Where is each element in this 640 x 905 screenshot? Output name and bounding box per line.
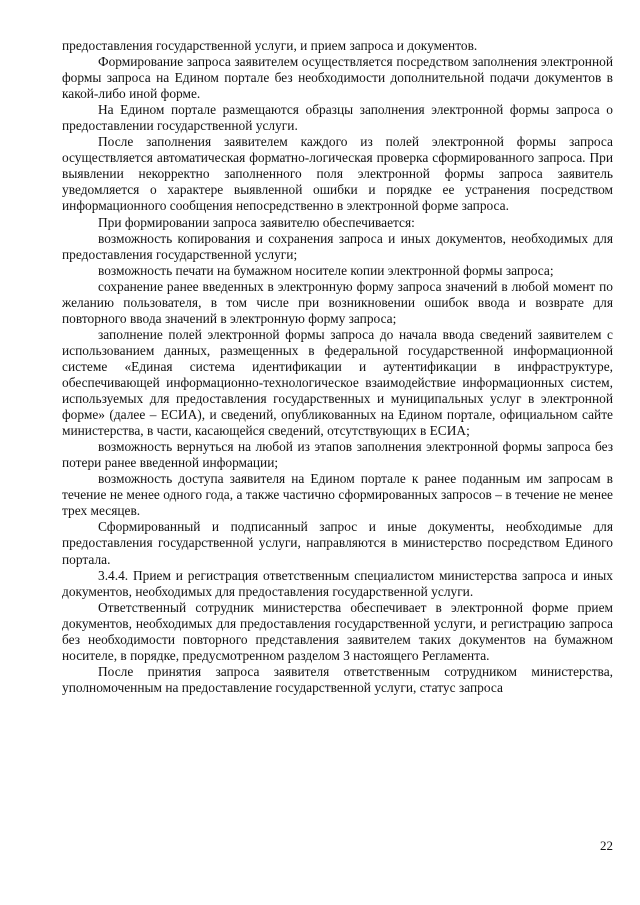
paragraph-9: заполнение полей электронной формы запроса до начала ввода сведений заявителем с использованием данных, размещенных в федеральной государственной информационной системе «Единая система идентификации и аутентификации в инфраструктуре, обеспечивающей информационно-технологическое взаимодействие информационных систем, используемых для предоставления государственных и муниципальных услуг в электронной форме» (далее – ЕСИА), и сведений, опубликованных на Едином портале, официальном сайте министерства, в части, касающейся сведений, отсутствующих в ЕСИА; (62, 326, 613, 439)
paragraph-13: 3.4.4. Прием и регистрация ответственным специалистом министерства запроса и иных документов, необходимых для предоставления государственной услуги. (62, 567, 613, 599)
paragraph-2: Формирование запроса заявителем осуществляется посредством заполнения электронной формы запроса на Едином портале без необходимости дополнительной подачи документов в какой-либо иной форме. (62, 54, 613, 102)
paragraph-1: предоставления государственной услуги, и прием запроса и документов. (62, 38, 478, 53)
paragraph-7: возможность печати на бумажном носителе копии электронной формы запроса; (98, 262, 554, 278)
paragraph-3: На Едином портале размещаются образцы заполнения электронной формы запроса о предоставлении государственной услуги. (62, 102, 613, 134)
paragraph-8: сохранение ранее введенных в электронную форму запроса значений в любой момент по желанию пользователя, в том числе при возникновении ошибок ввода и возврате для повторного ввода значений в электронную форму запроса; (62, 278, 613, 326)
paragraph-11: возможность доступа заявителя на Едином портале к ранее поданным им запросам в течение не менее одного года, а также частично сформированных запросов – в течение не менее трех месяцев. (62, 471, 613, 519)
paragraph-5: При формировании запроса заявителю обеспечивается: (98, 214, 415, 230)
paragraph-12: Сформированный и подписанный запрос и иные документы, необходимые для предоставления государственной услуги, направляются в министерство посредством Единого портала. (62, 519, 613, 567)
paragraph-6: возможность копирования и сохранения запроса и иных документов, необходимых для предоставления государственной услуги; (62, 230, 613, 262)
page-number: 22 (600, 838, 613, 853)
paragraph-15: После принятия запроса заявителя ответственным сотрудником министерства, уполномоченным на предоставление государственной услуги, статус запроса (62, 663, 613, 695)
paragraph-10: возможность вернуться на любой из этапов заполнения электронной формы запроса без потери ранее введенной информации; (62, 439, 613, 471)
paragraph-4: После заполнения заявителем каждого из полей электронной формы запроса осуществляется автоматическая форматно-логическая проверка сформированного запроса. При выявлении некорректно заполненного поля электронной формы запроса заявитель уведомляется о характере выявленной ошибки и порядке ее устранения посредством информационного сообщения непосредственно в электронной форме запроса. (62, 134, 613, 214)
paragraph-14: Ответственный сотрудник министерства обеспечивает в электронной форме прием документов, необходимых для предоставления государственной услуги, и регистрацию запроса без необходимости повторного представления заявителем таких документов на бумажном носителе, в порядке, предусмотренном разделом 3 настоящего Регламента. (62, 599, 613, 663)
